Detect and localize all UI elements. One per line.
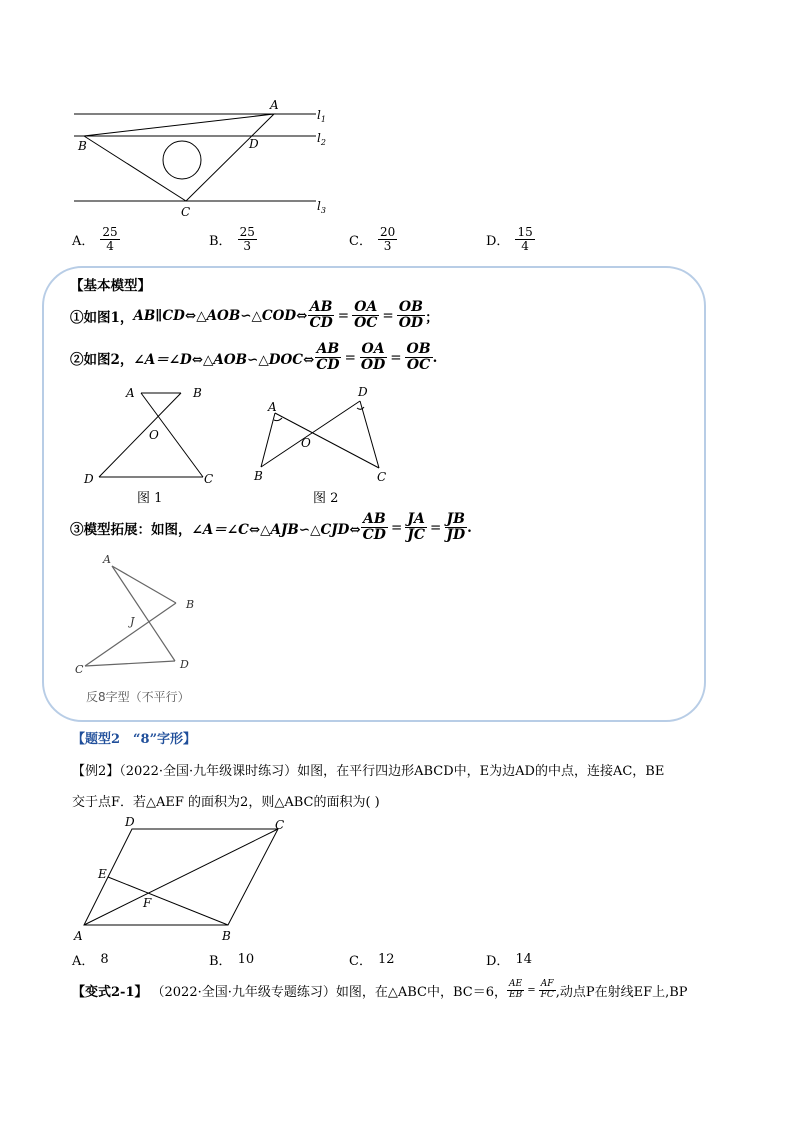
label-A: A xyxy=(268,400,277,414)
label-B: B xyxy=(186,598,195,611)
label-B: B xyxy=(254,469,263,483)
ex2-option-a[interactable]: A． 8 xyxy=(72,952,109,969)
model-item-3: ③模型拓展：如图， ∠A＝∠C⇔△AJB∽△CJD⇔ $\frac{AB}{CD}$ = $\frac{JA}{JC}$ = $\frac{JB}{JD}$ . xyxy=(70,511,472,544)
label-A: A xyxy=(103,553,111,566)
q1-option-d[interactable]: D． $\frac{15}{4}$ xyxy=(486,225,533,254)
figure-3-caption: 反8字型（不平行） xyxy=(86,690,190,704)
model-item-2: ②如图2， ∠A＝∠D⇔△AOB∽△DOC⇔ $\frac{AB}{CD}$ = $\frac{OA}{OD}$ = $\frac{OB}{OC}$ . xyxy=(70,341,438,374)
parallelogram-figure xyxy=(68,812,298,947)
example-2-line-2: 交于点F．若△AEF 的面积为2，则△ABC的面积为( ) xyxy=(72,795,380,810)
ex2-option-d[interactable]: D． 14 xyxy=(486,952,532,969)
fraction: $\frac{AB}{CD}$ xyxy=(362,511,386,544)
label-E: E xyxy=(98,867,107,881)
label-O: O xyxy=(301,436,311,450)
fraction: $\frac{OA}{OD}$ xyxy=(360,341,386,374)
triangle-abc xyxy=(84,114,274,201)
fraction: $\frac{AF}{FC}$ xyxy=(540,979,554,1000)
fraction: $\frac{AB}{CD}$ xyxy=(309,299,333,332)
label-A: A xyxy=(270,98,279,112)
fraction: $\frac{JA}{JC}$ xyxy=(407,511,426,544)
label-l3: $l_3$ xyxy=(317,199,326,215)
label-B: B xyxy=(193,386,202,400)
label-D: D xyxy=(358,385,368,399)
label-D: D xyxy=(249,137,259,151)
model-item-1: ①如图1， AB∥CD⇔△AOB∽△COD⇔ $\frac{AB}{CD}$ = $\frac{OA}{OC}$ = $\frac{OB}{OD}$ ； xyxy=(70,299,439,332)
ex2-option-b[interactable]: B． 10 xyxy=(209,952,255,969)
figure-1 xyxy=(75,380,235,490)
fraction: $\frac{25}{4}$ xyxy=(102,225,118,254)
figure-3 xyxy=(70,548,210,683)
fraction: $\frac{15}{4}$ xyxy=(517,225,533,254)
fraction: $\frac{OB}{OC}$ xyxy=(406,341,431,374)
label-C: C xyxy=(377,470,387,484)
inscribed-circle xyxy=(163,141,201,179)
label-B: B xyxy=(78,139,87,153)
label-D: D xyxy=(180,658,189,671)
q1-option-c[interactable]: C． $\frac{20}{3}$ xyxy=(349,225,396,254)
fraction: $\frac{AB}{CD}$ xyxy=(316,341,340,374)
label-C: C xyxy=(75,663,84,676)
label-A: A xyxy=(126,386,135,400)
fraction: $\frac{25}{3}$ xyxy=(239,225,255,254)
fraction: $\frac{AE}{EB}$ xyxy=(509,979,523,1000)
label-C: C xyxy=(275,818,285,832)
label-J: J xyxy=(130,615,135,628)
q1-option-b[interactable]: B． $\frac{25}{3}$ xyxy=(209,225,255,254)
figure-2 xyxy=(250,380,400,490)
fraction: $\frac{20}{3}$ xyxy=(379,225,396,254)
label-l2: $l_2$ xyxy=(317,131,326,147)
label-C: C xyxy=(181,205,191,219)
label-D: D xyxy=(84,472,94,486)
label-D: D xyxy=(125,815,135,829)
section-2-title: 【题型2 “8”字形】 xyxy=(72,732,197,747)
label-B: B xyxy=(222,929,231,943)
example-2-line-1: 【例2】（2022·全国·九年级课时练习）如图，在平行四边形ABCD中，E为边AD的中点，连接AC，BE xyxy=(72,764,665,779)
top-figure xyxy=(60,92,350,222)
variant-2-1-line: 【变式2-1】 （2022·全国·九年级专题练习）如图，在△ABC中，BC＝6， $\frac{AE}{EB}$ = $\frac{AF}{FC}$ ,动点P在射线EF上,BP xyxy=(72,979,688,1000)
fraction: $\frac{OB}{OD}$ xyxy=(398,299,424,332)
label-O: O xyxy=(149,428,159,442)
fraction: $\frac{OA}{OC}$ xyxy=(354,299,378,332)
fraction: $\frac{JB}{JD}$ xyxy=(446,511,466,544)
ex2-option-c[interactable]: C． 12 xyxy=(349,952,395,969)
label-C: C xyxy=(204,472,214,486)
q1-option-a[interactable]: A． $\frac{25}{4}$ xyxy=(72,225,118,254)
model-heading: 【基本模型】 xyxy=(70,278,151,294)
label-F: F xyxy=(143,896,152,910)
label-l1: $l_1$ xyxy=(317,108,326,124)
label-A: A xyxy=(74,929,83,943)
figure-1-caption: 图 1 xyxy=(137,491,163,506)
figure-2-caption: 图 2 xyxy=(313,491,339,506)
